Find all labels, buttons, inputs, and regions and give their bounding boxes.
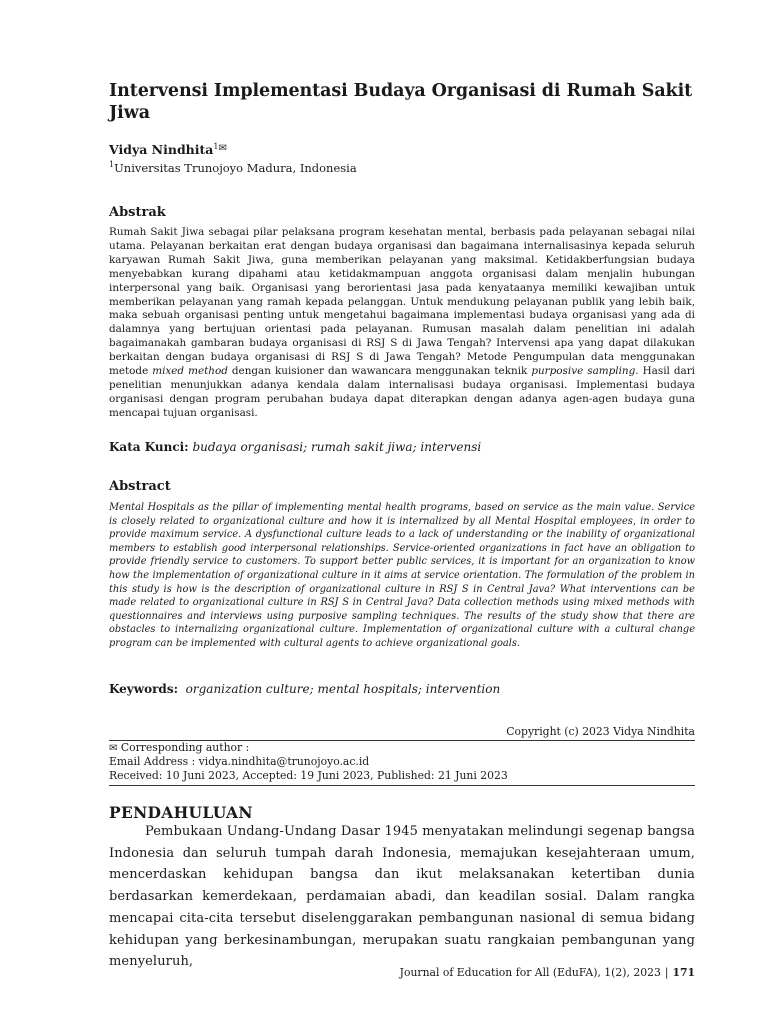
pendahuluan-heading: PENDAHULUAN: [109, 803, 253, 822]
page-number: 171: [672, 966, 695, 979]
kata-kunci-line: [109, 440, 481, 454]
abstrak-italic-1: mixed method: [152, 365, 228, 378]
abstrak-heading: Abstrak: [109, 205, 166, 220]
paper-title: Intervensi Implementasi Budaya Organisasi di Rumah Sakit Jiwa: [109, 81, 693, 123]
keywords-value: organization culture; mental hospitals; intervention: [185, 682, 501, 696]
page-footer: [400, 966, 695, 979]
corresponding-author-line: [109, 741, 249, 756]
dates-line: Received: 10 Juni 2023, Accepted: 19 Juni 2023, Published: 21 Juni 2023: [109, 769, 508, 782]
abstrak-text-part-2: dengan kuisioner dan wawancara menggunakan teknik: [231, 365, 528, 378]
abstract-text: Mental Hospitals as the pillar of implementing mental health programs, based on service as the main value. Service is closely related to organizational culture and how it is internalized by all Mental Hospital employees, in order to provide maximum service. A dysfunctional culture leads to a lack of understanding or the inability of organizational members to establish good interpersonal relationships. Service-oriented organizations in fact have an obligation to provide friendly service to customers. To support better public services, it is important for an organization to know how the implementation of organizational culture in it aims at service orientation. The formulation of the problem in this study is how is the description of organizational culture in RSJ S in Central Java? What interventions can be made related to organizational culture in RSJ S in Central Java? Data collection methods using mixed methods with questionnaires and interviews using purposive sampling techniques. The results of the study show that there are obstacles to internalizing organizational culture. Implementation of organizational culture with a cultural change program can be implemented with cultural agents to achieve organizational goals.: [109, 502, 695, 649]
abstrak-text-part-3: . Hasil dari penelitian menunjukkan adanya kendala dalam internalisasi budaya organisasi. Implementasi budaya organisasi dengan program perubahan budaya dapat diterapkan dengan adanya agen-agen budaya guna mencapai tujuan organisasi.: [109, 365, 695, 419]
divider-bottom: [109, 785, 695, 786]
author-affiliation-mark: 1: [213, 142, 219, 151]
kata-kunci-value: budaya organisasi; rumah sakit jiwa; intervensi: [192, 440, 482, 454]
author-name: Vidya Nindhita: [109, 142, 214, 158]
abstrak-text-part-1: Rumah Sakit Jiwa sebagai pilar pelaksana program kesehatan mental, berbasis pada pelayanan sebagai nilai utama. Pelayanan berkaitan erat dengan budaya organisasi dan bagaimana internalisasinya kepada seluruh karyawan Rumah Sakit Jiwa, guna memberikan pelayanan yang maksimal. Ketidakberfungsian budaya menyebabkan kurang dipahami atau ketidakmampuan anggota organisasi dalam menjalin hubungan interpersonal yang baik. Organisasi yang berorientasi jasa pada kenyataanya memiliki kewajiban untuk memberikan pelayanan yang ramah kepada pelanggan. Untuk mendukung pelayanan publik yang lebih baik, maka sebuah organisasi penting untuk mengetahui bagaimana implementasi budaya organisasi yang ada di dalamnya yang bertujuan orientasi pada pelayanan. Rumusan masalah dalam penelitian ini adalah bagaimanakah gambaran budaya organisasi di RSJ S di Jawa Tengah? Intervensi apa yang dapat dilakukan berkaitan dengan budaya organisasi di RSJ S di Jawa Tengah? Metode Pengumpulan data menggunakan metode: [109, 226, 695, 378]
email-line: Email Address : vidya.nindhita@trunojoyo.ac.id: [109, 755, 370, 768]
pendahuluan-text: Pembukaan Undang-Undang Dasar 1945 menyatakan melindungi segenap bangsa Indonesia dan seluruh tumpah darah Indonesia, memajukan kesejahteraan umum, mencerdaskan kehidupan bangsa dan ikut melaksanakan ketertiban dunia berdasarkan kemerdekaan, perdamaian abadi, dan keadilan sosial. Dalam rangka mencapai cita-cita tersebut diselenggarakan pembangunan nasional di semua bidang kehidupan yang berkesinambungan, merupakan suatu rangkaian pembangunan yang menyeluruh,: [109, 824, 695, 970]
envelope-icon: ✉: [218, 143, 227, 155]
affiliation-mark: 1: [109, 160, 115, 169]
footer-separator: |: [664, 966, 669, 979]
keywords-line: [109, 682, 500, 696]
affiliation-text: Universitas Trunojoyo Madura, Indonesia: [114, 160, 357, 175]
journal-citation: Journal of Education for All (EduFA), 1(2), 2023: [399, 966, 661, 979]
author-line: [109, 142, 227, 157]
kata-kunci-label: Kata Kunci:: [109, 440, 189, 454]
affiliation: [109, 160, 357, 175]
envelope-icon: ✉: [109, 743, 118, 754]
copyright-notice: Copyright (c) 2023 Vidya Nindhita: [506, 725, 695, 738]
abstrak-italic-2: purposive sampling: [531, 365, 636, 378]
abstrak-text: [109, 226, 695, 421]
keywords-label: Keywords:: [109, 682, 179, 696]
abstract-heading: Abstract: [109, 479, 171, 494]
corresponding-label: Corresponding author :: [120, 741, 250, 754]
